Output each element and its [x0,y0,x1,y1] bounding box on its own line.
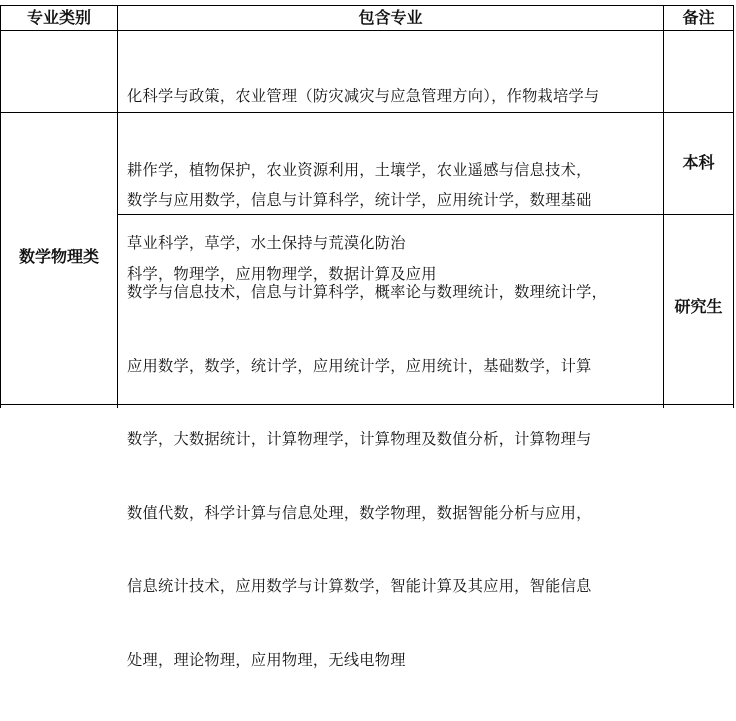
header-note: 备注 [682,8,715,27]
majors-table [0,5,734,669]
row3-line-1: 数学与信息技术，信息与计算科学，概率论与数理统计，数理统计学， [127,283,608,301]
header-bottom-border [0,30,734,31]
row1-line-1: 化科学与政策，农业管理（防灾减灾与应急管理方向），作物栽培学与 [127,87,600,105]
table-right-border [733,5,734,408]
row3-line-6: 处理，理论物理，应用物理，无线电物理 [127,650,406,669]
table-left-border [0,5,1,408]
row3-line-4: 数值代数，科学计算与信息处理，数学物理，数据智能分析与应用， [127,503,592,522]
col-divider-2 [663,5,664,408]
note-graduate: 研究生 [674,297,723,316]
row3-line-3: 数学，大数据统计，计算物理学，计算物理及数值分析，计算物理与 [127,430,592,448]
col-divider-1 [117,5,118,408]
row1-line-2: 耕作学，植物保护，农业资源利用，土壤学，农业遥感与信息技术， [127,160,592,179]
category-math-physics: 数学物理类 [18,247,99,266]
row3-majors [127,231,663,721]
row3-line-2: 应用数学，数学，统计学，应用统计学，应用统计，基础数学，计算 [127,356,592,375]
row1-line-3: 草业科学，草学，水土保持与荒漠化防治 [127,234,406,252]
row2-line-2: 科学，物理学，应用物理学，数据计算及应用 [127,264,437,283]
row-border-2b [663,214,734,215]
row3-line-5: 信息统计技术，应用数学与计算数学，智能计算及其应用，智能信息 [127,577,592,595]
note-undergraduate: 本科 [682,153,715,172]
row2-line-1: 数学与应用数学，信息与计算科学，统计学，应用统计学，数理基础 [127,191,592,209]
header-category: 专业类别 [26,8,91,27]
header-majors: 包含专业 [358,8,423,27]
